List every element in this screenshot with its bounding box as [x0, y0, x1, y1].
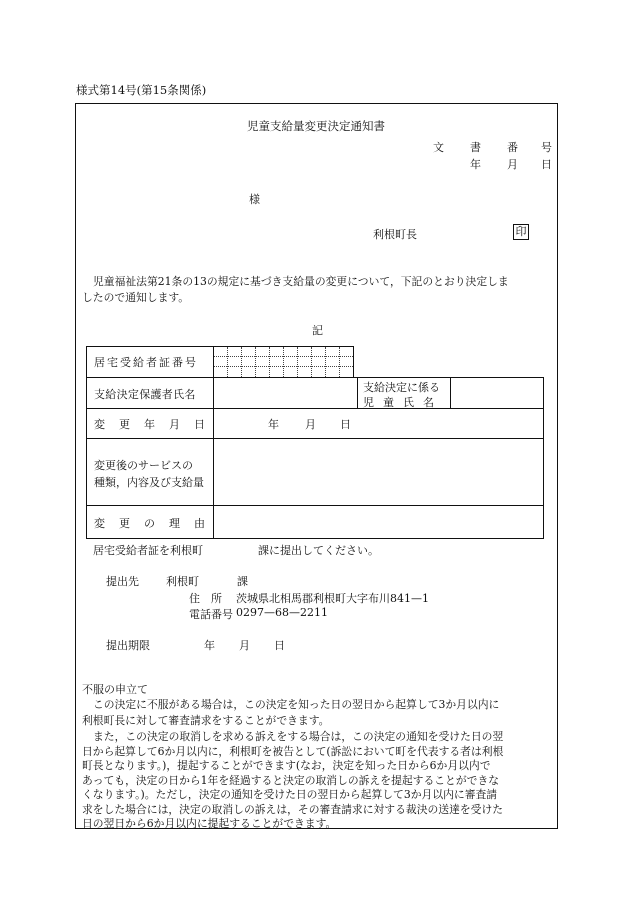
guardian-label: 支給決定保護者氏名: [94, 388, 196, 401]
child-label-2: 児童氏名: [363, 396, 443, 409]
submit-instruction-a: 居宅受給者証を利根町: [93, 544, 203, 557]
child-label-1: 支給決定に係る: [363, 381, 440, 394]
submit-instruction-b: 課に提出してください。: [258, 544, 379, 557]
deadline-label: 提出期限: [106, 639, 150, 652]
deadline-month: 月: [239, 639, 250, 652]
reason-field[interactable]: [213, 505, 544, 539]
intro-line-2: したので通知します。: [82, 291, 190, 304]
change-date-year: 年: [268, 418, 279, 431]
deadline-day: 日: [274, 639, 285, 652]
change-date-field[interactable]: [213, 408, 544, 439]
reason-label: 変更の理由: [94, 517, 219, 530]
document-title: 児童支給量変更決定通知書: [247, 119, 385, 133]
cert-digit-divider: [297, 347, 298, 377]
cert-digit-divider: [255, 347, 256, 377]
service-field[interactable]: [213, 438, 544, 506]
service-label-1: 変更後のサービスの: [94, 459, 193, 472]
appeal-heading: 不服の申立て: [82, 683, 148, 696]
appeal-p1-line-1: この決定に不服がある場合は，この決定を知った日の翌日から起算して3か月以内に: [93, 698, 500, 711]
cert-number-label: 居宅受給者証番号: [94, 356, 198, 369]
submit-to-label: 提出先: [106, 575, 139, 588]
submit-to-value-a: 利根町: [166, 575, 199, 588]
cert-digit-divider: [339, 347, 340, 377]
doc-number-go: 号: [541, 141, 552, 154]
appeal-p2-line-2: 日から起算して6か月以内に，利根町を被告として(訴訟において町を代表する者は利根: [82, 744, 504, 758]
phone-value: 0297—68—2211: [236, 606, 328, 619]
address-label: 住 所: [189, 592, 222, 605]
appeal-p2-line-5: くなります。)。ただし，決定の通知を受けた日の翌日から起算して3か月以内に審査請: [82, 788, 498, 801]
appeal-p2-line-3: 町長となります。)，提起することができます(なお，決定を知った日から6か月以内で: [82, 759, 491, 772]
child-name-field[interactable]: [450, 377, 544, 409]
change-date-month: 月: [305, 418, 316, 431]
cert-digit-divider: [325, 347, 326, 377]
appeal-p2-line-6: 求をした場合には，決定の取消しの訴えは，その審査請求に対する裁決の送達を受けた: [82, 802, 504, 816]
date-month: 月: [507, 158, 518, 171]
date-year: 年: [470, 158, 481, 171]
addressee-suffix: 様: [249, 193, 260, 206]
service-label-2: 種類，内容及び支給量: [94, 476, 204, 489]
cert-row-divider: [214, 356, 353, 357]
ki-heading: 記: [312, 324, 323, 337]
doc-number-ban: 番: [507, 141, 518, 154]
address-value: 茨城県北相馬郡利根町大字布川841—1: [236, 592, 429, 605]
seal-mark: 印: [513, 224, 529, 240]
change-date-day: 日: [340, 418, 351, 431]
doc-number-sho: 書: [470, 141, 481, 154]
intro-line-1: 児童福祉法第21条の13の規定に基づき支給量の変更について，下記のとおり決定しま: [93, 275, 509, 288]
change-date-label: 変更年月日: [94, 418, 219, 431]
deadline-year: 年: [204, 639, 215, 652]
cert-digit-divider: [241, 347, 242, 377]
form-number: 様式第14号(第15条関係): [76, 83, 207, 97]
appeal-p2-line-7: 日の翌日から6か月以内に提起することができます。: [82, 817, 337, 830]
phone-label: 電話番号: [189, 608, 233, 621]
doc-number-bun: 文: [433, 141, 444, 154]
cert-digit-divider: [269, 347, 270, 377]
appeal-p1-line-2: 利根町長に対して審査請求をすることができます。: [82, 714, 330, 727]
date-day: 日: [541, 158, 552, 171]
submit-to-value-b: 課: [237, 575, 248, 588]
appeal-p2-line-4: あっても，決定の日から1年を経過すると決定の取消しの訴えを提起することができな: [82, 773, 500, 787]
cert-row-divider: [214, 366, 353, 367]
cert-digit-divider: [227, 347, 228, 377]
guardian-name-field[interactable]: [213, 377, 358, 409]
issuer-name: 利根町長: [373, 228, 417, 241]
cert-digit-divider: [283, 347, 284, 377]
cert-digit-divider: [311, 347, 312, 377]
appeal-p2-line-1: また，この決定の取消しを求める訴えをする場合は，この決定の通知を受けた日の翌: [93, 730, 504, 743]
